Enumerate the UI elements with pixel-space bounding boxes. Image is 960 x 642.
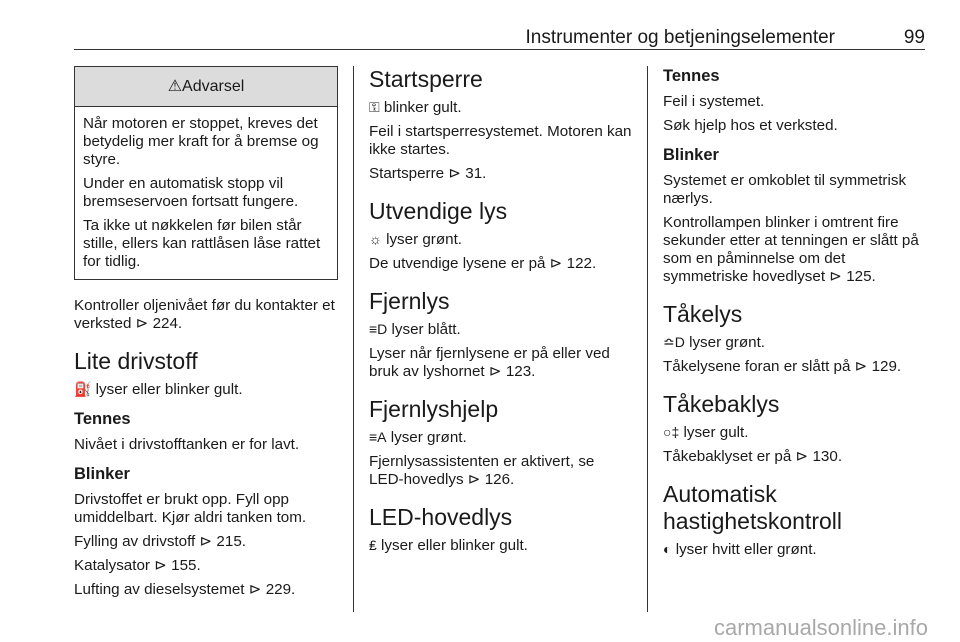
subheading-blinker: Blinker <box>663 146 719 164</box>
section-title-utvendige-lys: Utvendige lys <box>369 198 508 224</box>
column-1 <box>74 66 338 605</box>
high-beam-icon: ≡D <box>369 321 388 337</box>
indicator-text: lyser blått. <box>391 321 461 338</box>
watermark: carmanualsonline.info <box>713 615 928 640</box>
high-beam-assist-icon: ≡A <box>369 429 387 445</box>
tennes-text: Feil i systemet. <box>663 93 765 110</box>
section-title-takebaklys: Tåkebaklys <box>663 391 780 417</box>
warning-title: Advarsel <box>182 78 245 95</box>
utvendige-lys-text: De utvendige lysene er på ⊳ 122. <box>369 255 597 272</box>
column-divider-2 <box>647 66 648 612</box>
takelys-text: Tåkelysene foran er slått på ⊳ 129. <box>663 358 902 375</box>
warning-paragraph: Når motoren er stoppet, kreves det betydelig mer kraft for å bremse og styre. <box>83 115 319 168</box>
fog-light-icon: ≏D <box>663 334 685 350</box>
tennes-text: Nivået i drivstofftanken er for lavt. <box>74 436 300 453</box>
subheading-tennes: Tennes <box>74 410 131 428</box>
indicator-text: blinker gult. <box>383 99 462 116</box>
column-divider-1 <box>353 66 354 612</box>
section-title-lite-drivstoff: Lite drivstoff <box>74 348 198 374</box>
header-title: Instrumenter og betjeningselementer <box>525 27 835 48</box>
warning-paragraph: Under en automatisk stopp vil bremseservoen fortsatt fungere. <box>83 175 299 210</box>
indicator-text: lyser gult. <box>683 424 749 441</box>
oil-text: Kontroller oljenivået før du kontakter et verksted ⊳ 224. <box>74 297 335 332</box>
section-title-led-hovedlys: LED-hovedlys <box>369 504 513 530</box>
cruise-control-icon: ◐ <box>663 541 672 557</box>
header-rule <box>74 49 925 50</box>
indicator-text: lyser grønt. <box>386 231 463 248</box>
subheading-blinker: Blinker <box>74 465 130 483</box>
indicator-text: lyser grønt. <box>689 334 766 351</box>
warning-header <box>75 67 337 107</box>
takebaklys-text: Tåkebaklyset er på ⊳ 130. <box>663 448 843 465</box>
section-title-fjernlys: Fjernlys <box>369 288 450 314</box>
page-number: 99 <box>903 27 925 48</box>
exterior-light-icon: ☼ <box>369 231 382 247</box>
blinker-text: Drivstoffet er brukt opp. Fyll opp umiddelbart. Kjør aldri tanken tom. <box>74 491 307 526</box>
immobilizer-icon: ⚿ <box>369 99 380 115</box>
indicator-text: lyser eller blinker gult. <box>95 381 243 398</box>
led-headlight-icon: ₤ <box>369 537 377 553</box>
column-3 <box>663 66 927 565</box>
startsperre-text: Feil i startsperresystemet. Motoren kan ikke startes. <box>369 123 632 158</box>
fjernlyshjelp-text: Fjernlysassistenten er aktivert, se LED-hovedlys ⊳ 126. <box>369 453 595 488</box>
page-header <box>74 27 925 51</box>
section-title-automatisk: Automatisk hastighetskontroll <box>663 481 842 534</box>
blinker-text: Systemet er omkoblet til symmetrisk nærlys. <box>663 172 907 207</box>
reference-text: Fylling av drivstoff ⊳ 215. <box>74 533 246 550</box>
column-2 <box>369 66 633 561</box>
subheading-tennes: Tennes <box>663 67 720 85</box>
fuel-icon: ⛽ <box>74 381 92 397</box>
tennes-text: Søk hjelp hos et verksted. <box>663 117 838 134</box>
section-title-takelys: Tåkelys <box>663 301 743 327</box>
indicator-text: lyser eller blinker gult. <box>381 537 528 554</box>
section-title-fjernlyshjelp: Fjernlyshjelp <box>369 396 499 422</box>
warning-paragraph: Ta ikke ut nøkkelen før bilen står stille, ellers kan rattlåsen låse rattet for tidlig. <box>83 217 321 270</box>
fjernlys-text: Lyser når fjernlysene er på eller ved bruk av lyshornet ⊳ 123. <box>369 345 610 380</box>
reference-text: Lufting av dieselsystemet ⊳ 229. <box>74 581 296 598</box>
blinker-text: Kontrollampen blinker i omtrent fire sekunder etter at tenningen er slått på som en påminnelse om det symmetriske hovedlyset ⊳ 125. <box>663 214 919 285</box>
section-title-startsperre: Startsperre <box>369 66 483 92</box>
warning-box <box>74 66 338 280</box>
indicator-text: lyser grønt. <box>390 429 467 446</box>
rear-fog-light-icon: ○‡ <box>663 424 680 440</box>
indicator-text: lyser hvitt eller grønt. <box>675 541 817 558</box>
reference-text: Startsperre ⊳ 31. <box>369 165 487 182</box>
warning-icon: ⚠ <box>167 78 183 95</box>
reference-text: Katalysator ⊳ 155. <box>74 557 201 574</box>
